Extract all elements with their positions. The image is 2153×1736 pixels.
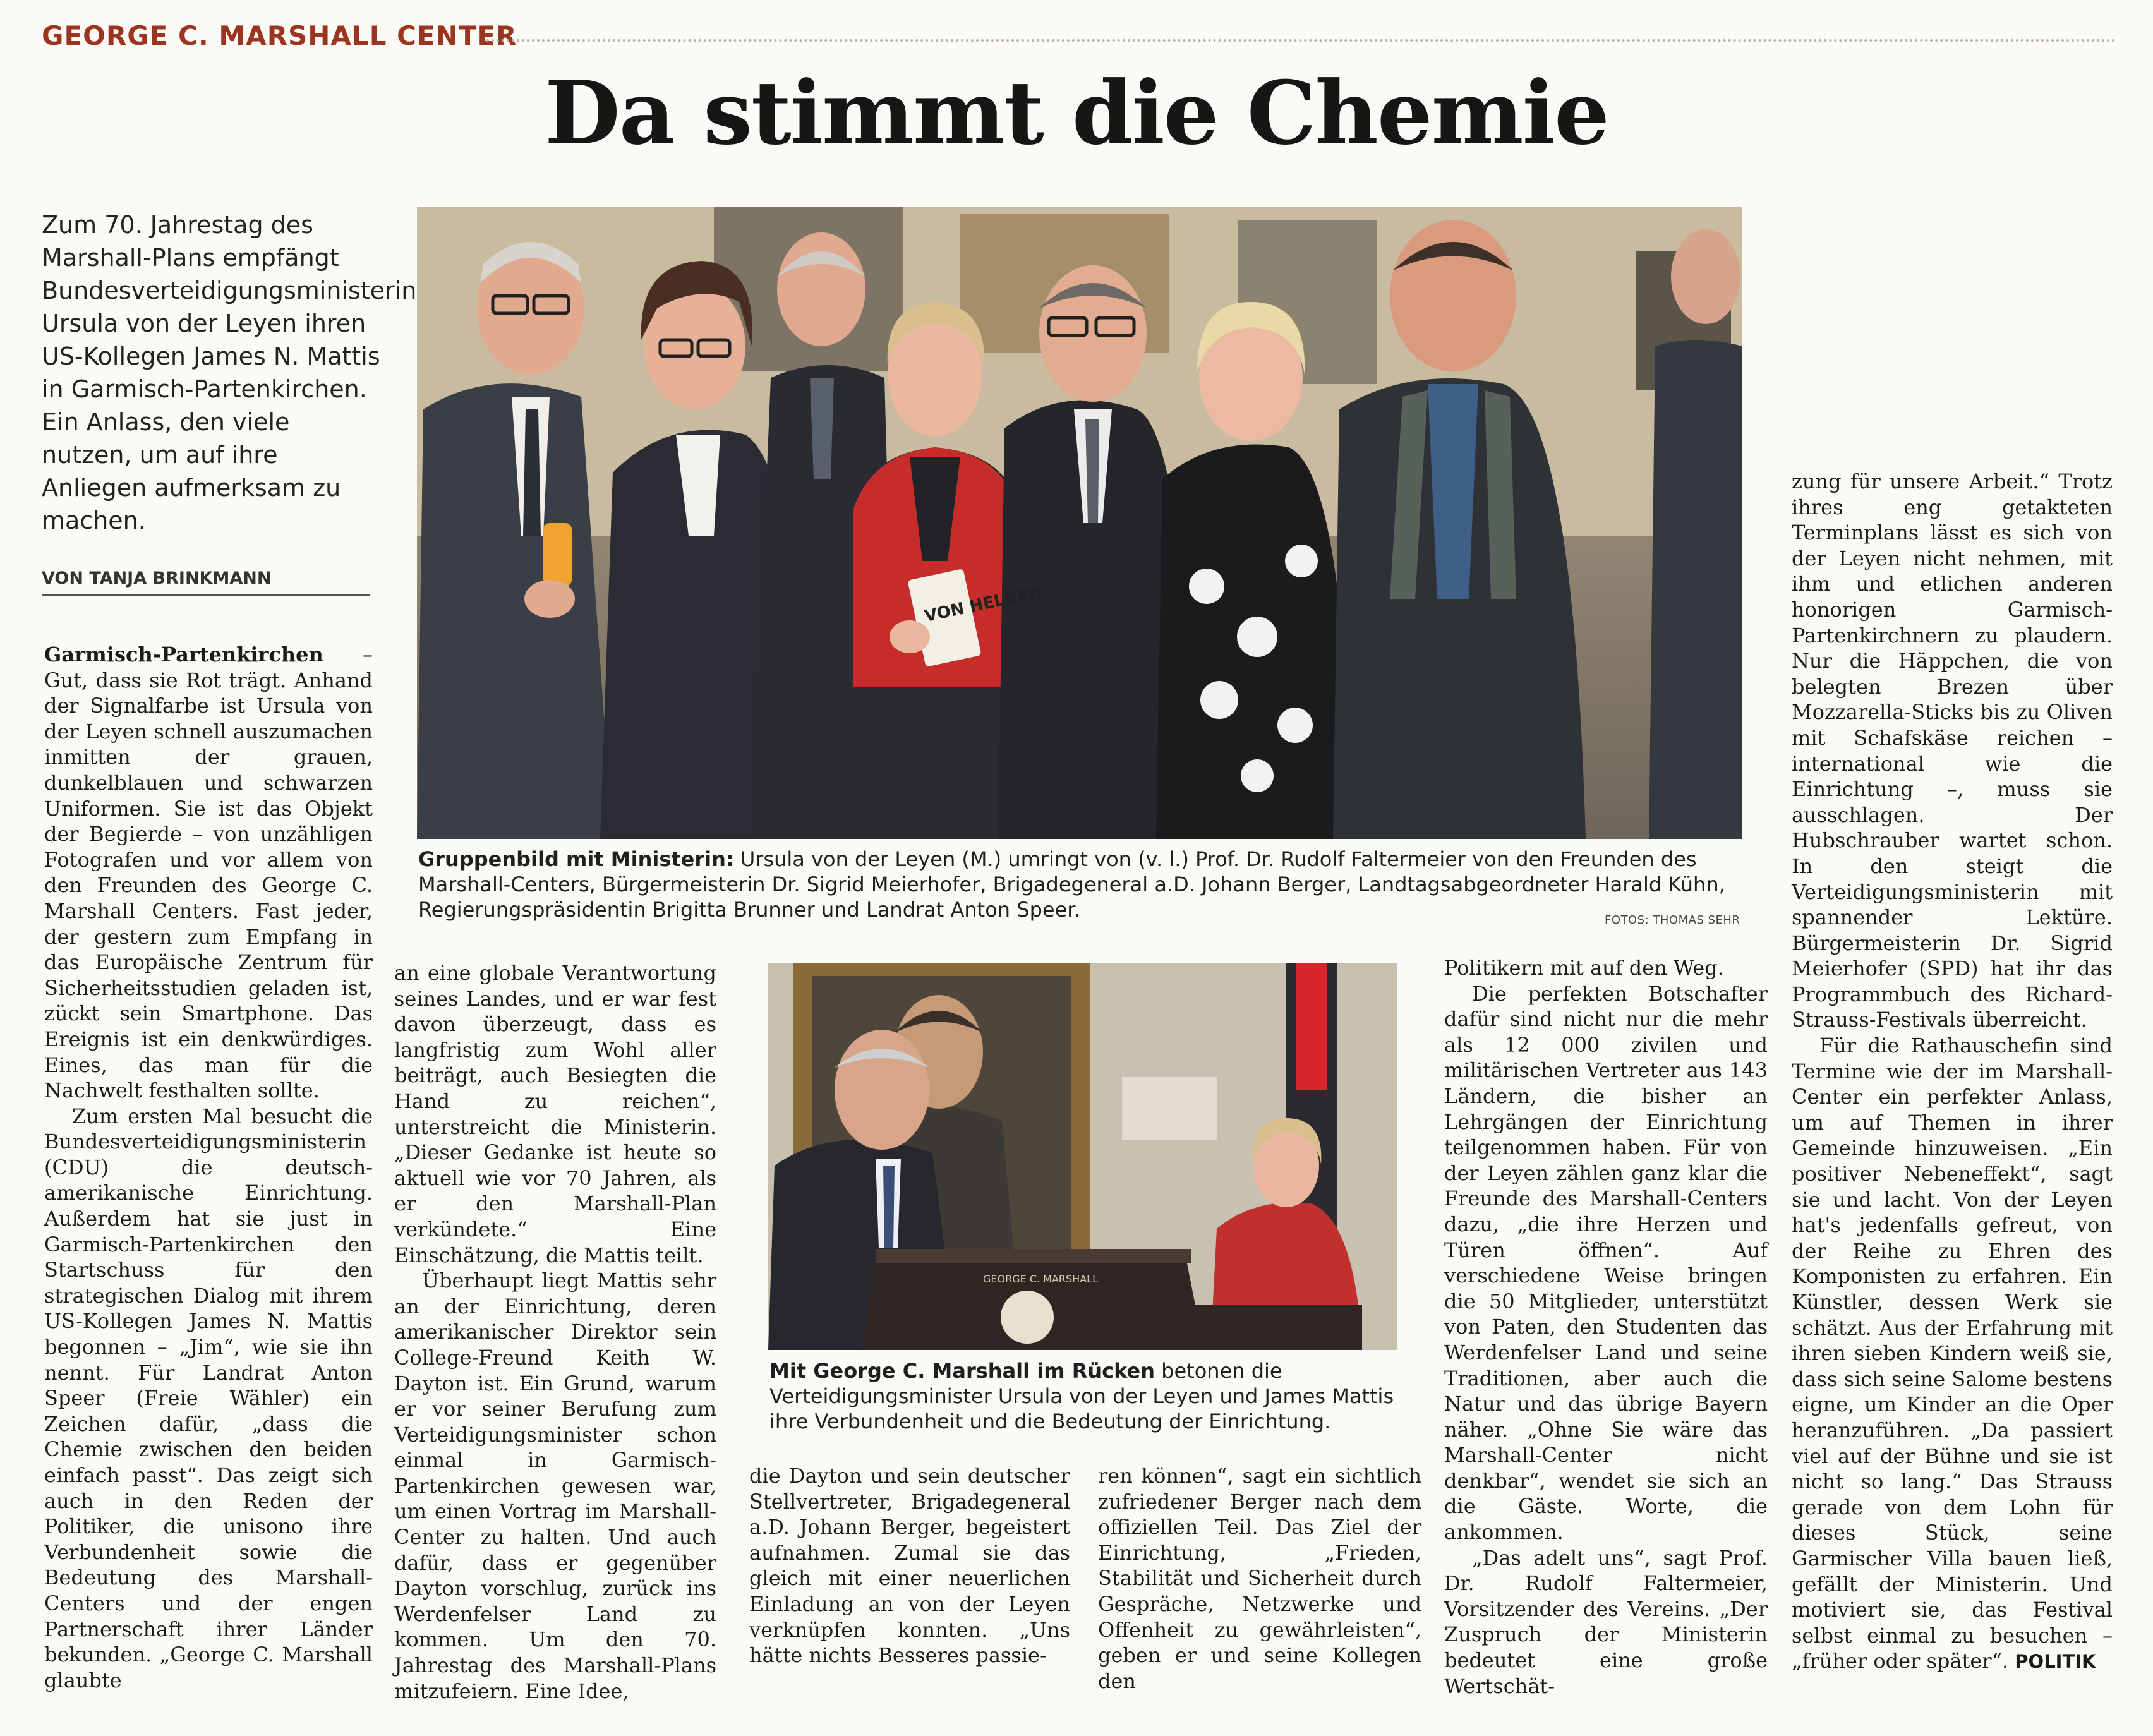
article-column-1: [44, 642, 373, 1693]
column-1-paragraph-2: Zum ersten Mal besucht die Bundesverteidigungsministerin (CDU) die deutsch-amerikanische Einrichtung. Außerdem hat sie just in Garmisch-Partenkirchen den Startschuss für den strategischen Dialog mit ihrem US-Kollegen James N. Mattis begonnen – „Jim“, wie sie ihn nennt. Für Landrat Anton Speer (Freie Wähler) ein Zeichen dafür, „dass die Chemie zwischen den beiden einfach passt“. Das zeigt sich auch in den Reden der Politiker, die unisono ihre Verbundenheit sowie die Bedeutung des Marshall-Centers und der engen Partnerschaft ihrer Länder bekunden. „George C. Marshall glaubte: [44, 1104, 373, 1692]
caption-text: Ursula von der Leyen (M.) umringt von (v. l.) Prof. Dr. Rudolf Faltermeier von den Freunden des Marshall-Centers, Bürgermeisterin Dr. Sigrid Meierhofer, Brigadegeneral a.D. Johann Berger, Landtagsabgeordneter Harald Kühn, Regierungspräsidentin Brigitta Brunner und Landrat Anton Speer.: [418, 847, 1725, 922]
caption-text-2: betonen die Verteidigungsminister Ursula von der Leyen und James Mattis ihre Verbundenheit und die Bedeutung der Einrichtung.: [769, 1359, 1394, 1433]
article-column-3: [749, 1463, 1070, 1668]
podium-photo: [768, 963, 1397, 1350]
column-5-paragraph-2: Die perfekten Botschafter dafür sind nicht nur die mehr als 12 000 zivilen und militärischen Vertreter aus 143 Ländern, die bisher an Lehrgängen der Einrichtung teilgenommen haben. Für von der Leyen zählen ganz klar die Freunde des Marshall-Centers dazu, „die ihre Herzen und Türen öffnen“. Auf verschiedene Weise bringen die 50 Mitglieder, unterstützt von Paten, den Studenten das Werdenfelser Land und seine Traditionen, aber auch die Natur und das übrige Bayern näher. „Ohne Sie wäre das Marshall-Center nicht denkbar“, wendet sie sich an die Gäste. Worte, die ankommen.: [1444, 981, 1768, 1545]
group-photo: [417, 207, 1742, 839]
article-column-2: [394, 960, 716, 1704]
group-photo-illustration: [417, 207, 1742, 839]
article-column-4: [1098, 1463, 1421, 1694]
section-tag-politik: POLITIK: [2015, 1651, 2096, 1673]
caption-lead-2: Mit George C. Marshall im Rücken: [769, 1359, 1155, 1383]
column-5-paragraph-3: „Das adelt uns“, sagt Prof. Dr. Rudolf Faltermeier, Vorsitzender des Vereins. „Der Zuspruch der Ministerin bedeutet eine große Wertschät-: [1444, 1545, 1768, 1698]
kicker-divider: [486, 39, 2116, 42]
column-5-paragraph-1: Politikern mit auf den Weg.: [1444, 956, 1724, 980]
author-byline: VON TANJA BRINKMANN: [42, 569, 370, 596]
caption-lead: Gruppenbild mit Ministerin:: [418, 847, 734, 871]
article-column-5: [1444, 955, 1768, 1699]
podium-photo-caption: [769, 1358, 1397, 1434]
section-kicker: GEORGE C. MARSHALL CENTER: [42, 20, 517, 51]
column-6-paragraph-2: Für die Rathauschefin sind Termine wie der im Marshall-Center ein perfekter Anlass, um auf Themen in ihrer Gemeinde hinzuweisen. „Ein positiver Nebeneffekt“, sagt sie und lacht. Von der Leyen hat's jedenfalls gefreut, von der Reihe zu Ehren des Komponisten zu erfahren. Ein Künstler, dessen Werk sie schätzt. Aus der Erfahrung mit ihren sieben Kindern weiß sie, dass sich seine Salome bestens eigne, um Kinder an die Oper heranzuführen. „Da passiert viel auf der Bühne und sie ist nicht so lang.“ Das Strauss gerade von dem Lohn für dieses Stück, seine Garmischer Villa bauen ließ, gefällt der Ministerin. Und motiviert sie, das Festival selbst einmal zu besuchen – „früher oder später“.: [1792, 1034, 2113, 1673]
podium-photo-illustration: [768, 963, 1397, 1350]
podium-inscription: GEORGE C. MARSHALL: [983, 1273, 1098, 1285]
photo-credit: FOTOS: THOMAS SEHR: [1605, 913, 1740, 927]
article-headline: Da stimmt die Chemie: [545, 61, 1608, 164]
column-2-paragraph-1: an eine globale Verantwortung seines Landes, und er war fest davon überzeugt, dass es langfristig zum Wohl aller beiträgt, auch Besiegten die Hand zu reichen“, unterstreicht die Ministerin. „Dieser Gedanke ist heute so aktuell wie vor 70 Jahren, als er den Marshall-Plan verkündete.“ Eine Einschätzung, die Mattis teilt.: [394, 961, 716, 1267]
column-2-paragraph-2: Überhaupt liegt Mattis sehr an der Einrichtung, deren amerikanischer Direktor sein College-Freund Keith W. Dayton ist. Ein Grund, warum er vor seiner Berufung zum Verteidigungsminister schon einmal in Garmisch-Partenkirchen gewesen war, um einen Vortrag im Marshall-Center zu halten. Und auch dafür, dass er gegenüber Dayton vorschlug, zurück ins Werdenfelser Land zu kommen. Um den 70. Jahrestag des Marshall-Plans mitzufeiern. Eine Idee,: [394, 1269, 716, 1703]
group-photo-caption: [418, 847, 1739, 922]
dateline: Garmisch-Partenkirchen: [44, 642, 323, 666]
column-4-paragraph-1: ren können“, sagt ein sichtlich zufriedener Berger nach dem offiziellen Teil. Das Ziel der Einrichtung, „Frieden, Stabilität und Sicherheit durch Gespräche, Netzwerke und Offenheit zu gewährleisten“, geben er und seine Kollegen den: [1098, 1464, 1421, 1693]
article-intro: Zum 70. Jahrestag des Marshall-Plans empfängt Bundesverteidigungsministerin Ursula von der Leyen ihren US-Kollegen James N. Mattis in Garmisch-Partenkirchen. Ein Anlass, den viele nutzen, um auf ihre Anliegen aufmerksam zu machen.: [42, 211, 417, 534]
article-column-6: [1792, 469, 2113, 1675]
column-6-paragraph-1: zung für unsere Arbeit.“ Trotz ihres eng getakteten Terminplans lässt es sich von der Leyen nicht nehmen, mit ihm und etlichen anderen honorigen Garmisch-Partenkirchnern zu plaudern. Nur die Häppchen, die von belegten Brezen über Mozzarella-Sticks bis zu Oliven mit Schafskäse reichen – international wie die Einrichtung –, muss sie ausschlagen. Der Hubschrauber wartet schon. In den steigt die Verteidigungsministerin mit spannender Lektüre. Bürgermeisterin Dr. Sigrid Meierhofer (SPD) hat ihr das Programmbuch des Richard-Strauss-Festivals überreicht.: [1792, 469, 2113, 1032]
column-3-paragraph-1: die Dayton und sein deutscher Stellvertreter, Brigadegeneral a.D. Johann Berger, begeistert aufnahmen. Zumal sie das gleich mit einer neuerlichen Einladung an von der Leyen verknüpfen konnten. „Uns hätte nichts Besseres passie-: [749, 1464, 1070, 1668]
book-cover-text: VON HELDEN: [922, 582, 1044, 627]
column-1-paragraph-1: – Gut, dass sie Rot trägt. Anhand der Signalfarbe ist Ursula von der Leyen schnell auszumachen inmitten der grauen, dunkelblauen und schwarzen Uniformen. Sie ist das Objekt der Begierde – von unzähligen Fotografen und vor allem von den Freunden des George C. Marshall Centers. Fast jeder, der gestern zum Empfang in das Europäische Zentrum für Sicherheitsstudien geladen ist, zückt sein Smartphone. Das Ereignis ist ein denkwürdiges. Eines, das man für die Nachwelt festhalten sollte.: [44, 642, 373, 1103]
